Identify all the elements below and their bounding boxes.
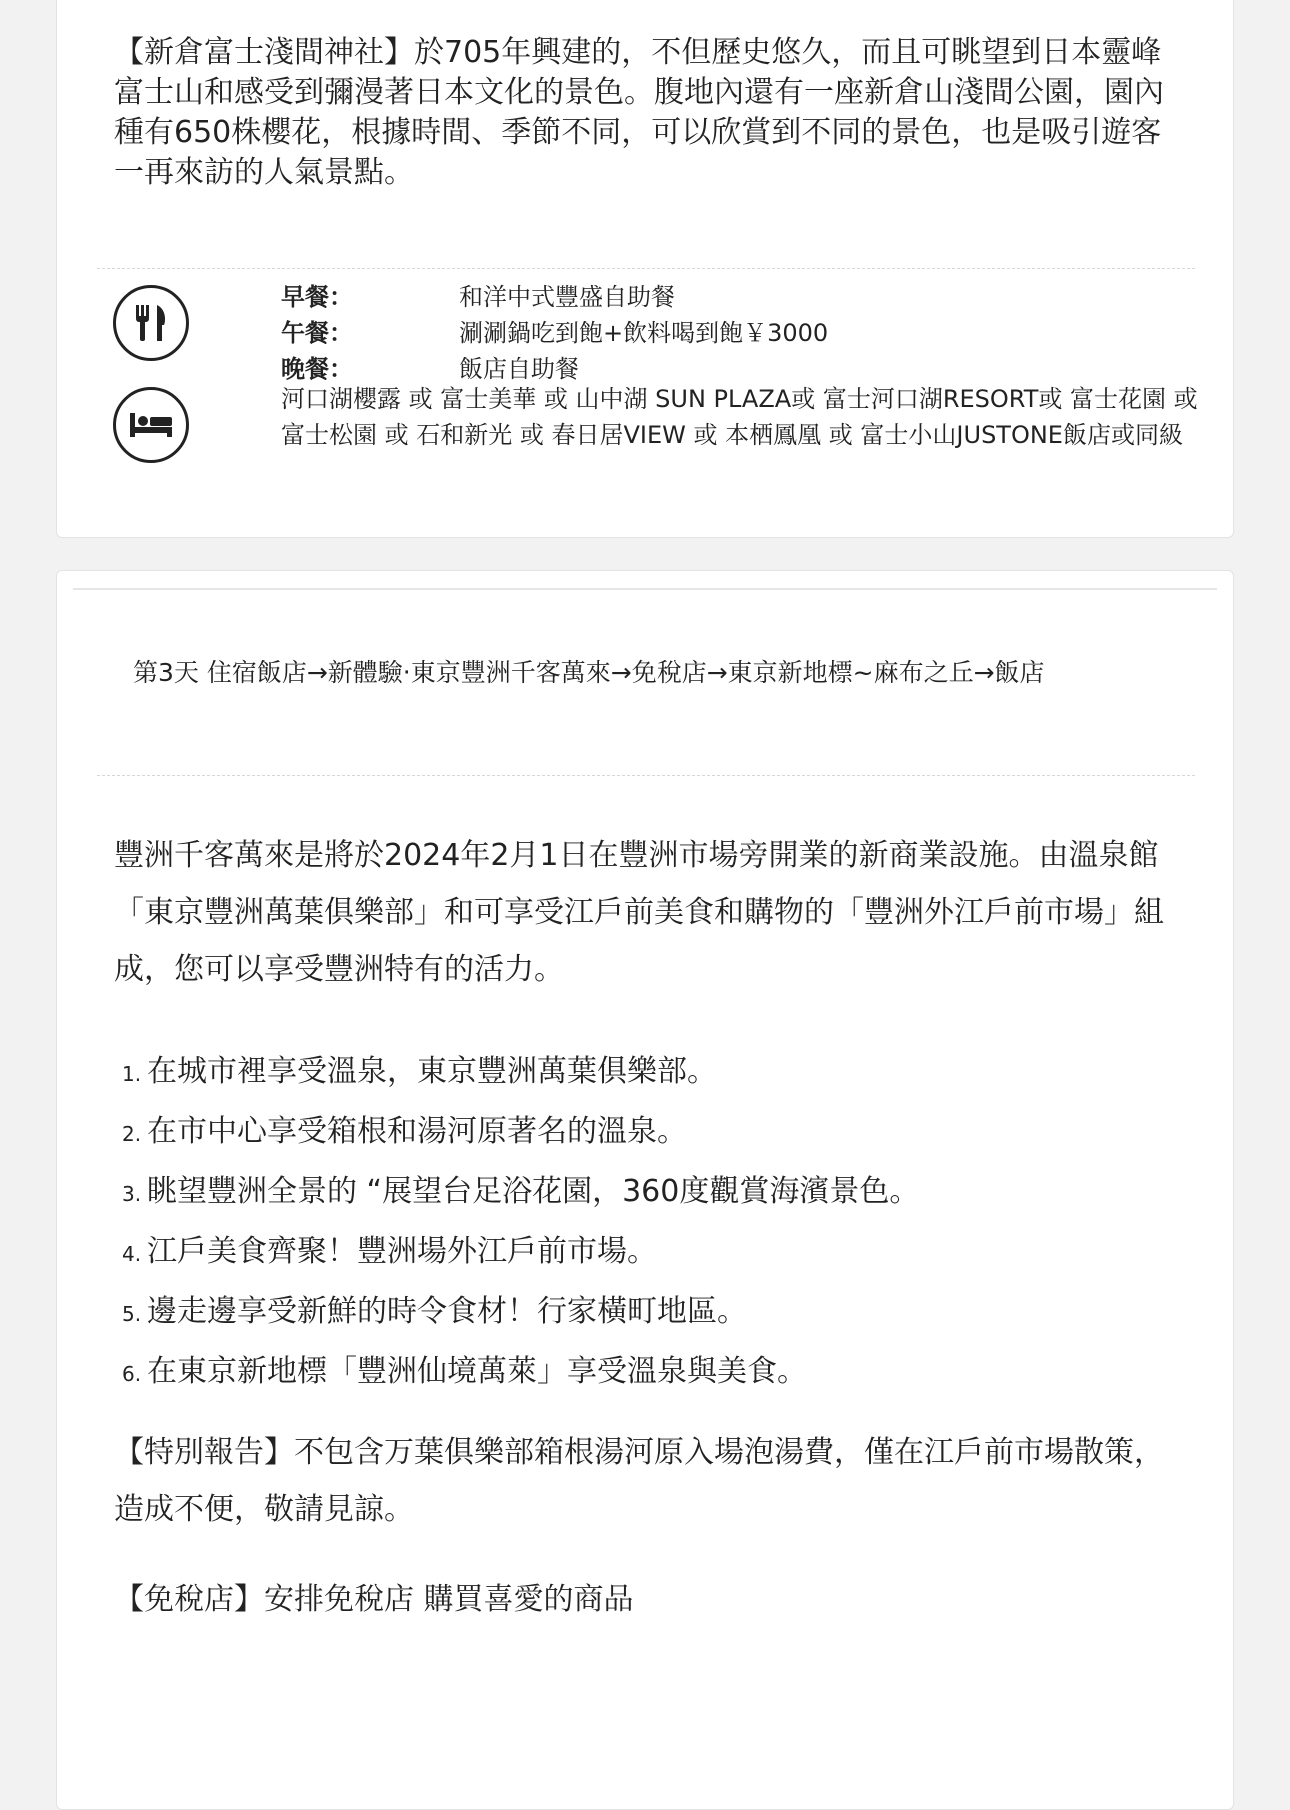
- meal-value: 和洋中式豐盛自助餐: [459, 283, 675, 311]
- day-title: 第3天 住宿飯店→新體驗‧東京豐洲千客萬來→免稅店→東京新地標~麻布之丘→飯店: [133, 658, 1045, 687]
- highlights-list: [114, 1043, 919, 1403]
- meal-lunch: [281, 315, 828, 351]
- special-report: 【特別報告】不包含万葉俱樂部箱根湯河原入場泡湯費，僅在江戶前市場散策，造成不便，敬請見諒。: [114, 1435, 1164, 1527]
- meal-list: [281, 279, 828, 387]
- list-item: 2. 在市中心享受箱根和湯河原著名的溫泉。: [122, 1114, 687, 1149]
- meal-label: 晚餐：: [281, 355, 353, 383]
- meal-breakfast: [281, 279, 828, 315]
- hotel-list: 河口湖櫻露 或 富士美華 或 山中湖 SUN PLAZA或 富士河口湖RESORT或 富士花園 或 富士松園 或 石和新光 或 春日居VIEW 或 本栖鳳凰 或 富士小山JUSTONE飯店或同級: [281, 385, 1198, 449]
- list-item: 3. 眺望豐洲全景的 “展望台足浴花園，360度觀賞海濱景色。: [122, 1174, 920, 1209]
- section-divider: [97, 775, 1195, 776]
- day3-card: [56, 570, 1234, 1810]
- list-item: 6. 在東京新地標「豐洲仙境萬萊」享受溫泉與美食。: [122, 1354, 807, 1389]
- meal-label: 早餐：: [281, 283, 353, 311]
- day2-description: 【新倉富士淺間神社】於705年興建的，不但歷史悠久，而且可眺望到日本靈峰 富士山和感受到彌漫著日本文化的景色。腹地內還有一座新倉山淺間公園，園內種有650株櫻花，根據時間、季節不同，可以欣賞到不同的景色，也是吸引遊客一再來訪的人氣景點。: [114, 35, 1164, 190]
- list-item: 1. 在城市裡享受溫泉，東京豐洲萬葉俱樂部。: [122, 1054, 717, 1089]
- day3-intro: 豐洲千客萬來是將於2024年2月1日在豐洲市場旁開業的新商業設施。由溫泉館「東京豐洲萬葉俱樂部」和可享受江戶前美食和購物的「豐洲外江戶前市場」組成，您可以享受豐洲特有的活力。: [114, 838, 1164, 987]
- meal-value: 飯店自助餐: [459, 355, 579, 383]
- duty-free-note: 【免稅店】安排免稅店 購買喜愛的商品: [114, 1582, 634, 1617]
- bed-icon: [113, 387, 189, 463]
- list-item: 5. 邊走邊享受新鮮的時令食材！行家橫町地區。: [122, 1294, 747, 1329]
- section-divider: [97, 268, 1195, 269]
- day2-card: [56, 0, 1234, 538]
- card-top-line: [73, 588, 1217, 590]
- meal-label: 午餐：: [281, 319, 353, 347]
- fork-knife-icon: [113, 285, 189, 361]
- meal-value: 涮涮鍋吃到飽+飲料喝到飽￥3000: [459, 319, 829, 347]
- list-item: 4. 江戶美食齊聚！豐洲場外江戶前市場。: [122, 1234, 657, 1269]
